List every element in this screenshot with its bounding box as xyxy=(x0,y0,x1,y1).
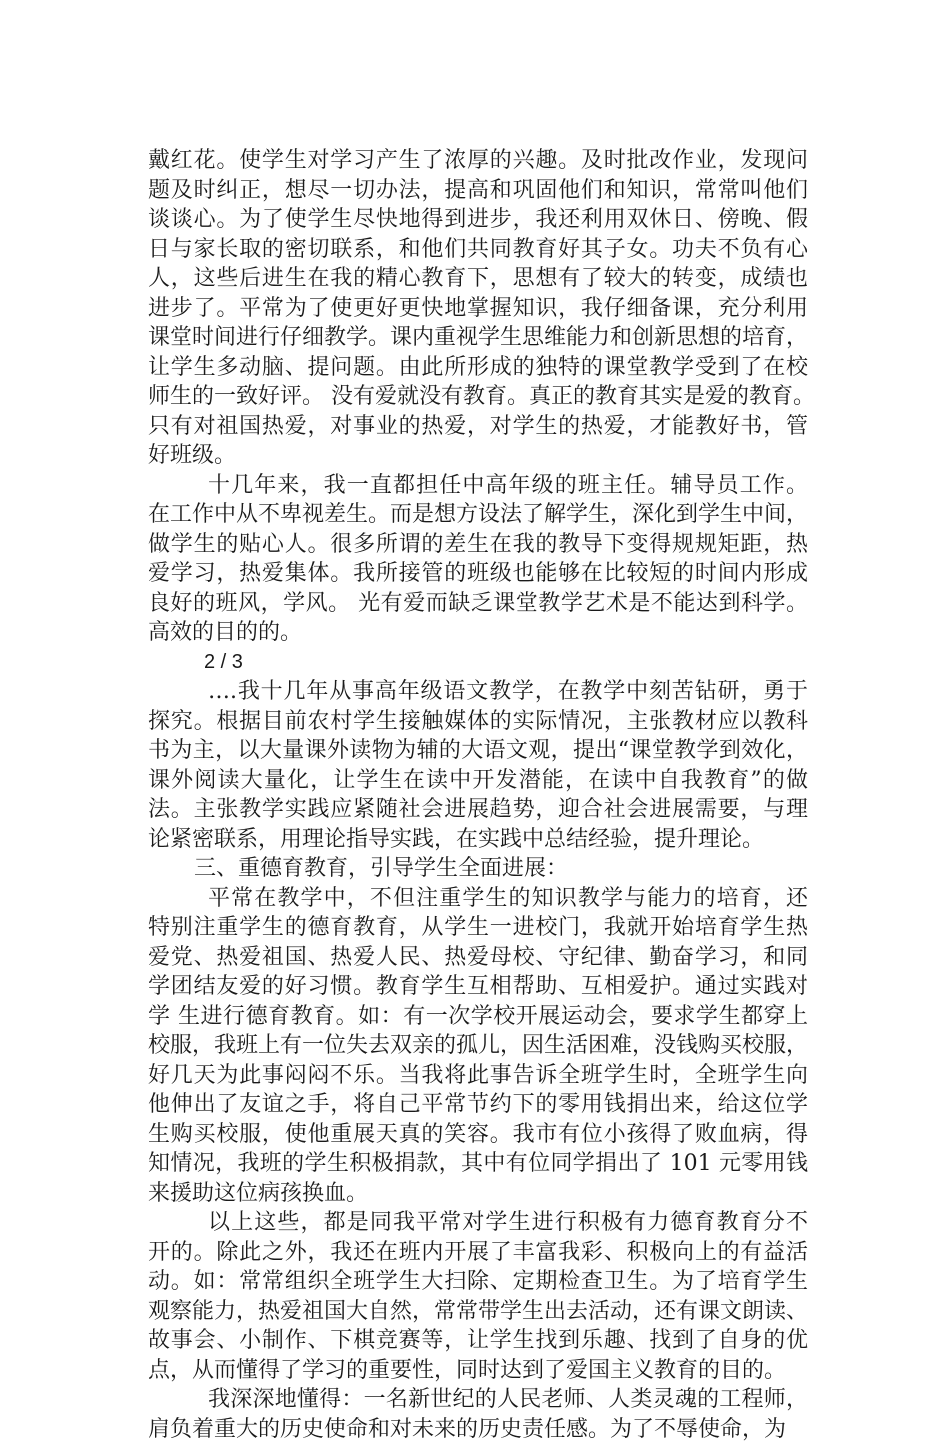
text-line: 点，从而懂得了学习的重要性，同时达到了爱国主义教育的目的。 xyxy=(148,1356,808,1386)
text-line: 高效的目的的。 xyxy=(148,618,808,648)
text-line: 爱学习，热爱集体。我所接管的班级也能够在比较短的时间内形成 xyxy=(148,559,808,589)
text-line: 来援助这位病孩换血。 xyxy=(148,1179,808,1209)
text-line: 动。如：常常组织全班学生大扫除、定期检查卫生。为了培育学生 xyxy=(148,1267,808,1297)
text-line: 法。主张教学实践应紧随社会进展趋势，迎合社会进展需要，与理 xyxy=(148,795,808,825)
paragraph xyxy=(148,884,808,1209)
text-line: 他伸出了友谊之手，将自己平常节约下的零用钱捐出来，给这位学 xyxy=(148,1090,808,1120)
document-body xyxy=(148,146,808,1444)
text-line: 学 生进行德育教育。如：有一次学校开展运动会，要求学生都穿上 xyxy=(148,1002,808,1032)
paragraph xyxy=(148,1385,808,1444)
text-line: 开的。除此之外，我还在班内开展了丰富我彩、积极向上的有益活 xyxy=(148,1238,808,1268)
paragraph xyxy=(148,1208,808,1385)
text-line: 探究。根据目前农村学生接触媒体的实际情况，主张教材应以教科 xyxy=(148,707,808,737)
text-line: 戴红花。使学生对学习产生了浓厚的兴趣。及时批改作业，发现问 xyxy=(148,146,808,176)
text-line: 我深深地懂得：一名新世纪的人民老师、人类灵魂的工程师， xyxy=(148,1385,808,1415)
text-line: 良好的班风，学风。 光有爱而缺乏课堂教学艺术是不能达到科学。 xyxy=(148,589,808,619)
text-line: 肩负着重大的历史使命和对未来的历史责任感。为了不辱使命，为 xyxy=(148,1415,808,1444)
text-line: 故事会、小制作、下棋竞赛等，让学生找到乐趣、找到了自身的优 xyxy=(148,1326,808,1356)
text-line: 三、重德育教育，引导学生全面进展： xyxy=(148,854,808,884)
text-line: 师生的一致好评。 没有爱就没有教育。真正的教育其实是爱的教育。 xyxy=(148,382,808,412)
text-line: 以上这些，都是同我平常对学生进行积极有力德育教育分不 xyxy=(148,1208,808,1238)
text-line: 书为主，以大量课外读物为辅的大语文观，提出“课堂教学到效化， xyxy=(148,736,808,766)
text-line: 校服，我班上有一位失去双亲的孤儿，因生活困难，没钱购买校服， xyxy=(148,1031,808,1061)
text-line: 人，这些后进生在我的精心教育下，思想有了较大的转变，成绩也 xyxy=(148,264,808,294)
text-line: 好几天为此事闷闷不乐。当我将此事告诉全班学生时，全班学生向 xyxy=(148,1061,808,1091)
text-line: 论紧密联系，用理论指导实践，在实践中总结经验，提升理论。 xyxy=(148,825,808,855)
text-line: 课堂时间进行仔细教学。课内重视学生思维能力和创新思想的培育， xyxy=(148,323,808,353)
text-line: 十几年来，我一直都担任中高年级的班主任。辅导员工作。 xyxy=(148,471,808,501)
text-line: 平常在教学中，不但注重学生的知识教学与能力的培育，还 xyxy=(148,884,808,914)
text-line: 只有对祖国热爱，对事业的热爱，对学生的热爱，才能教好书，管 xyxy=(148,412,808,442)
text-line: 进步了。平常为了使更好更快地掌握知识，我仔细备课，充分利用 xyxy=(148,294,808,324)
text-line: 在工作中从不卑视差生。而是想方设法了解学生，深化到学生中间， xyxy=(148,500,808,530)
paragraph xyxy=(148,471,808,648)
text-line: 课外阅读大量化，让学生在读中开发潜能，在读中自我教育”的做 xyxy=(148,766,808,796)
text-line: 知情况，我班的学生积极捐款，其中有位同学捐出了 101 元零用钱 xyxy=(148,1149,808,1179)
text-line: ….我十几年从事高年级语文教学，在教学中刻苦钻研，勇于 xyxy=(148,677,808,707)
text-line: 2 / 3 xyxy=(148,648,808,678)
text-line: 好班级。 xyxy=(148,441,808,471)
text-line: 爱党、热爱祖国、热爱人民、热爱母校、守纪律、勤奋学习，和同 xyxy=(148,943,808,973)
paragraph xyxy=(148,677,808,854)
text-line: 让学生多动脑、提问题。由此所形成的独特的课堂教学受到了在校 xyxy=(148,353,808,383)
text-line: 特别注重学生的德育教育，从学生一进校门，我就开始培育学生热 xyxy=(148,913,808,943)
text-line: 谈谈心。为了使学生尽快地得到进步，我还利用双休日、傍晚、假 xyxy=(148,205,808,235)
text-line: 题及时纠正，想尽一切办法，提高和巩固他们和知识，常常叫他们 xyxy=(148,176,808,206)
text-line: 学团结友爱的好习惯。教育学生互相帮助、互相爱护。通过实践对 xyxy=(148,972,808,1002)
paragraph xyxy=(148,146,808,471)
text-line: 做学生的贴心人。很多所谓的差生在我的教导下变得规规矩距，热 xyxy=(148,530,808,560)
text-line: 日与家长取的密切联系，和他们共同教育好其子女。功夫不负有心 xyxy=(148,235,808,265)
text-line: 观察能力，热爱祖国大自然，常常带学生出去活动，还有课文朗读、 xyxy=(148,1297,808,1327)
section-heading xyxy=(148,854,808,884)
text-line: 生购买校服，使他重展天真的笑容。我市有位小孩得了败血病，得 xyxy=(148,1120,808,1150)
page-number xyxy=(148,648,808,678)
